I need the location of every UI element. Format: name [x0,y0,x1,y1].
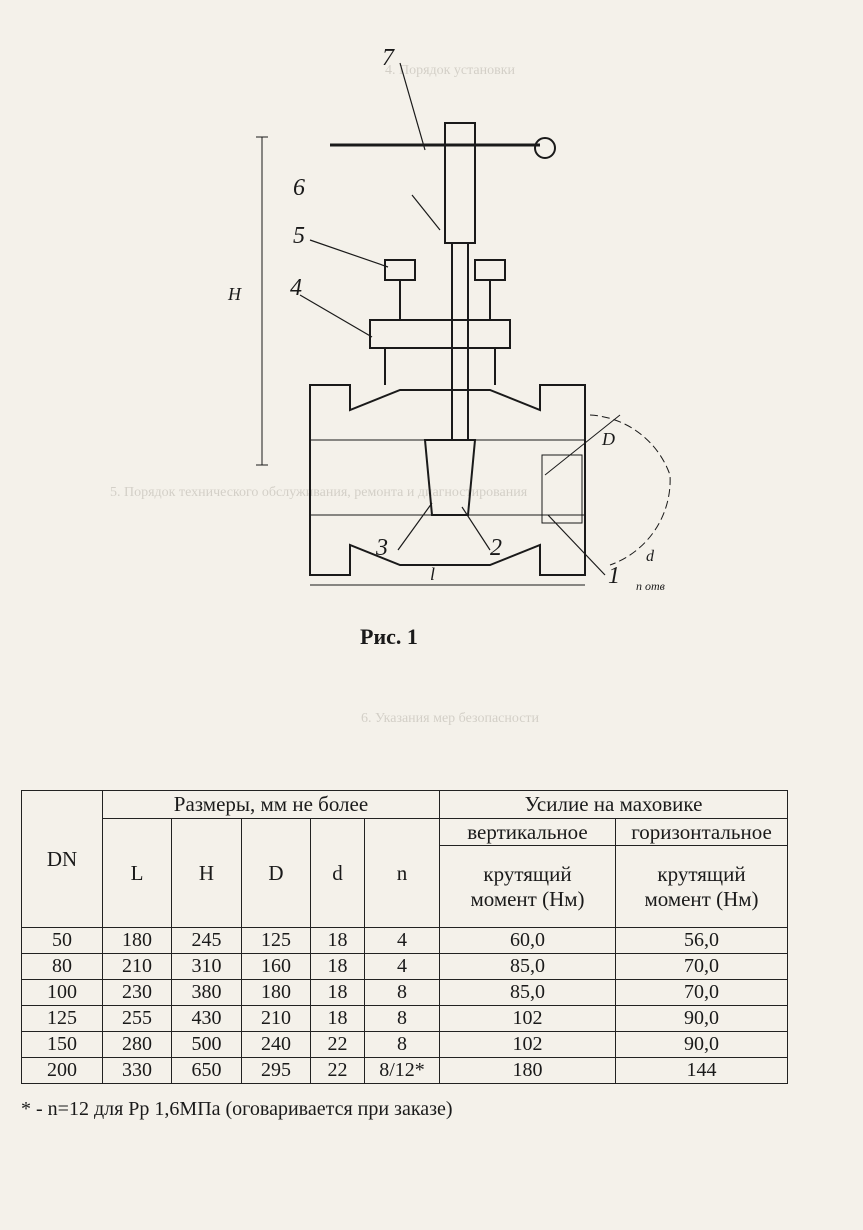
valve-drawing [228,45,710,605]
cell-l: 210 [103,954,172,980]
table-row [22,928,788,954]
cell-vertical: 180 [440,1058,616,1084]
spec-table [21,790,788,1084]
dimension-bolt-label: d [646,548,654,565]
cell-vertical: 60,0 [440,928,616,954]
bonnet-flange [370,320,510,348]
table-footnote: * - n=12 для Рр 1,6МПа (оговаривается при заказе) [21,1098,453,1120]
cell-horizontal: 90,0 [616,1006,788,1032]
cell-dn: 80 [22,954,103,980]
ghost-heading: 4. Порядок установки [384,63,516,78]
gland-bolt-right [475,260,505,280]
cell-d-upper: 125 [242,928,311,954]
cell-d-lower: 18 [311,1006,365,1032]
cell-dn: 200 [22,1058,103,1084]
cell-d-lower: 18 [311,980,365,1006]
cell-l: 330 [103,1058,172,1084]
header-d-upper: D [242,819,311,928]
callout-5: 5 [293,223,305,249]
cell-n: 8 [365,1032,440,1058]
callout-6: 6 [293,175,305,201]
cell-l: 230 [103,980,172,1006]
header-h: H [172,819,242,928]
cell-dn: 150 [22,1032,103,1058]
cell-d-lower: 22 [311,1058,365,1084]
cell-vertical: 85,0 [440,980,616,1006]
cell-h: 430 [172,1006,242,1032]
header-torque-horizontal-line2: момент (Нм) [644,886,759,911]
header-l: L [103,819,172,928]
cell-horizontal: 70,0 [616,980,788,1006]
cell-horizontal: 70,0 [616,954,788,980]
cell-d-upper: 210 [242,1006,311,1032]
cell-d-lower: 18 [311,928,365,954]
header-dn: DN [22,791,103,928]
background-ghost-text-bottom [110,708,790,730]
cell-n: 8 [365,1006,440,1032]
cell-n: 8/12* [365,1058,440,1084]
table-row [22,1006,788,1032]
cell-l: 180 [103,928,172,954]
cell-d-lower: 18 [311,954,365,980]
table-row [22,980,788,1006]
header-vertical: вертикальное [440,819,616,846]
callout-3: 3 [376,535,388,561]
dimension-bolt-sub-label: n отв [636,579,665,593]
ghost-section-5-heading: 5. Порядок технического обслуживания, ремонта и диагностирования [110,485,528,500]
figure-caption: Рис. 1 [360,624,418,649]
header-torque-horizontal-line1: крутящий [657,861,746,886]
header-d-lower: d [311,819,365,928]
cell-dn: 100 [22,980,103,1006]
cell-n: 8 [365,980,440,1006]
cell-vertical: 102 [440,1032,616,1058]
header-horizontal: горизонтальное [616,819,788,846]
gate-wedge [425,440,475,515]
cell-n: 4 [365,954,440,980]
header-torque-vertical-line2: момент (Нм) [470,886,585,911]
handwheel-hub [445,123,475,243]
cell-d-upper: 295 [242,1058,311,1084]
cell-vertical: 102 [440,1006,616,1032]
cell-h: 500 [172,1032,242,1058]
cell-horizontal: 90,0 [616,1032,788,1058]
cell-d-lower: 22 [311,1032,365,1058]
cell-horizontal: 56,0 [616,928,788,954]
cell-h: 380 [172,980,242,1006]
callout-4: 4 [290,275,302,301]
cell-d-upper: 180 [242,980,311,1006]
header-torque-vertical-line1: крутящий [483,861,572,886]
cell-vertical: 85,0 [440,954,616,980]
gland-bolt-left [385,260,415,280]
cell-n: 4 [365,928,440,954]
ghost-section-6-heading: 6. Указания мер безопасности [360,711,540,726]
table-row [22,1058,788,1084]
cell-l: 280 [103,1032,172,1058]
callout-2: 2 [490,535,502,561]
cell-d-upper: 160 [242,954,311,980]
header-torque-horizontal [616,846,788,928]
header-torque-vertical [440,846,616,928]
cell-dn: 50 [22,928,103,954]
cell-dn: 125 [22,1006,103,1032]
dimension-h-label: H [228,284,241,304]
cell-h: 650 [172,1058,242,1084]
valve-body [310,385,585,575]
cell-h: 245 [172,928,242,954]
cell-h: 310 [172,954,242,980]
table-row [22,1032,788,1058]
cell-l: 255 [103,1006,172,1032]
header-dimensions-group: Размеры, мм не более [103,791,440,819]
dimension-l-label: l [430,564,436,584]
handle-knob [535,138,555,158]
dimension-d-label: D [602,429,615,449]
header-n: n [365,819,440,928]
callout-1: 1 [608,563,620,589]
cell-d-upper: 240 [242,1032,311,1058]
callout-7: 7 [382,45,394,71]
table-row [22,954,788,980]
cell-horizontal: 144 [616,1058,788,1084]
header-force-group: Усилие на маховике [440,791,788,819]
